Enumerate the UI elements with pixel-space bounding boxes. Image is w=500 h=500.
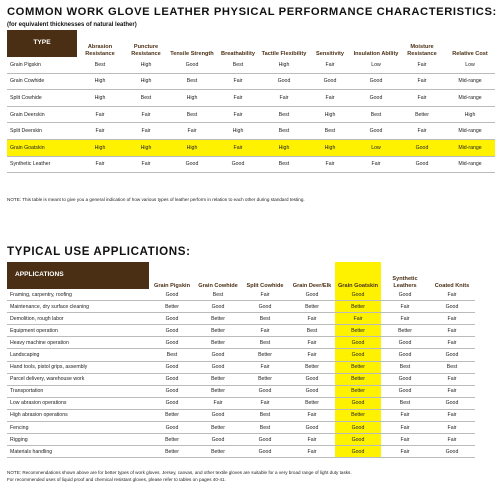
table-cell: Fair (381, 422, 429, 434)
table-cell: Fair (429, 434, 475, 446)
column-header-abrasion-resistance: Abrasion Resistance (85, 44, 115, 57)
table-cell: High (123, 57, 169, 73)
table-cell: Low (353, 139, 399, 156)
table-cell: Better (335, 385, 381, 397)
table-cell: Fair (241, 361, 289, 373)
table-cell: Best (429, 361, 475, 373)
table-cell: Better (335, 301, 381, 313)
table-cell: Better (381, 325, 429, 337)
row-label: Rigging (7, 434, 149, 446)
column-header-moisture-resistance: Moisture Resistance (407, 44, 437, 57)
table-cell: Better (195, 325, 241, 337)
table-cell: Good (149, 313, 195, 325)
table-cell: Fair (353, 156, 399, 173)
table-cell: Best (381, 361, 429, 373)
table-cell: Best (169, 73, 215, 90)
table-cell: Best (381, 397, 429, 409)
table-cell: Good (429, 397, 475, 409)
row-label: Parcel delivery, warehouse work (7, 373, 149, 385)
table-cell: Mid-range (445, 73, 495, 90)
table-cell: Good (149, 361, 195, 373)
table-cell: Better (241, 373, 289, 385)
table-cell: Fair (399, 123, 445, 140)
row-label: Low abrasion operations (7, 397, 149, 409)
column-header-relative-cost: Relative Cost (452, 50, 488, 57)
column-header-synthetic-leathers: Synthetic Leathers (392, 276, 418, 289)
table-cell: Good (353, 73, 399, 90)
table-cell: Best (353, 106, 399, 123)
table-cell: Mid-range (445, 156, 495, 173)
table-cell: Fair (123, 123, 169, 140)
row-label: Fencing (7, 422, 149, 434)
table-cell: Fair (307, 57, 353, 73)
table-cell: Fair (215, 90, 261, 107)
table-cell: Best (195, 289, 241, 301)
column-header-breathability: Breathability (221, 50, 255, 57)
table-row (7, 349, 475, 361)
table-cell: Best (241, 409, 289, 421)
table-cell: Fair (335, 313, 381, 325)
table-cell: Best (307, 123, 353, 140)
table-row (7, 313, 475, 325)
row-label: High abrasion operations (7, 409, 149, 421)
table-cell: Fair (169, 123, 215, 140)
row-label: Grain Deerskin (7, 106, 77, 123)
table-cell: Fair (399, 73, 445, 90)
table-cell: Fair (241, 397, 289, 409)
table-cell: Fair (429, 409, 475, 421)
table-cell: Better (335, 325, 381, 337)
table-cell: Low (445, 57, 495, 73)
table-cell: Fair (77, 106, 123, 123)
table-cell: Fair (261, 90, 307, 107)
table-cell: High (77, 139, 123, 156)
table-cell: Fair (429, 325, 475, 337)
table-cell: High (77, 73, 123, 90)
table-cell: Fair (381, 434, 429, 446)
table-cell: Fair (429, 373, 475, 385)
table-row (7, 106, 495, 123)
row-label: Demolition, rough labor (7, 313, 149, 325)
table-cell: Fair (215, 73, 261, 90)
table-cell: Fair (381, 301, 429, 313)
row-label: Heavy machine operation (7, 337, 149, 349)
table-cell: Good (335, 422, 381, 434)
table-cell: Good (169, 156, 215, 173)
column-header-coated-knits: Coated Knits (434, 282, 470, 289)
table-cell: Good (289, 422, 335, 434)
row-label: Equipment operation (7, 325, 149, 337)
table-cell: Best (261, 156, 307, 173)
table-cell: Good (399, 156, 445, 173)
table-cell: Good (195, 434, 241, 446)
row-label: Grain Cowhide (7, 73, 77, 90)
table-cell: Fair (289, 349, 335, 361)
table-cell: Fair (123, 156, 169, 173)
table-row (7, 361, 475, 373)
row-label: Landscaping (7, 349, 149, 361)
table-cell: Fair (195, 397, 241, 409)
table-cell: Good (429, 446, 475, 458)
row-label: Materials handling (7, 446, 149, 458)
table-row (7, 139, 495, 156)
table-cell: Good (289, 289, 335, 301)
row-label: Grain Goatskin (7, 139, 77, 156)
table-cell: Mid-range (445, 90, 495, 107)
section2-note-line-1: NOTE: Recommendations shown above are for better types of work gloves. Jersey, canvas, and other textile gloves are suitable for a very broad range of light duty tasks. (7, 470, 352, 475)
table-cell: Good (241, 301, 289, 313)
table-cell: Better (241, 349, 289, 361)
table-cell: Low (353, 57, 399, 73)
column-header-grain-pigskin: Grain Pigskin (153, 282, 191, 289)
table-cell: Good (149, 289, 195, 301)
table-cell: Good (381, 385, 429, 397)
table-cell: Fair (307, 156, 353, 173)
table-cell: Fair (289, 313, 335, 325)
column-header-insulation-ability: Insulation Ability (353, 50, 399, 57)
table-cell: Fair (215, 106, 261, 123)
table-cell: Best (241, 422, 289, 434)
column-header-tactile-flexibility: Tactile Flexibility (261, 50, 307, 57)
row-label: Split Cowhide (7, 90, 77, 107)
table-cell: Good (195, 301, 241, 313)
table-cell: Fair (289, 446, 335, 458)
section1-title: COMMON WORK GLOVE LEATHER PHYSICAL PERFORMANCE CHARACTERISTICS: (7, 6, 497, 18)
table-cell: Good (429, 301, 475, 313)
table-cell: Best (289, 325, 335, 337)
table-cell: Best (261, 106, 307, 123)
table-row (7, 73, 495, 90)
table-cell: Fair (429, 337, 475, 349)
table-cell: Good (169, 57, 215, 73)
table-cell: Good (289, 385, 335, 397)
section2-title: TYPICAL USE APPLICATIONS: (7, 245, 191, 258)
table-cell: Good (195, 361, 241, 373)
table-cell: Better (335, 373, 381, 385)
column-header-grain-deer-elk: Grain Deer/Elk (292, 282, 332, 289)
table-cell: Good (335, 289, 381, 301)
table-row (7, 373, 475, 385)
table-cell: Good (149, 422, 195, 434)
table-cell: Fair (289, 409, 335, 421)
table-cell: Best (169, 106, 215, 123)
table-cell: Fair (123, 106, 169, 123)
table-cell: Good (381, 373, 429, 385)
table-cell: Mid-range (445, 139, 495, 156)
table-cell: Good (381, 289, 429, 301)
table-cell: Better (289, 301, 335, 313)
table-cell: Good (353, 90, 399, 107)
table-cell: Fair (429, 313, 475, 325)
table-row (7, 325, 475, 337)
table-cell: Better (149, 434, 195, 446)
table-row (7, 409, 475, 421)
column-header-tensile-strength: Tensile Strength (170, 50, 214, 57)
table-cell: Good (149, 373, 195, 385)
table-cell: Fair (399, 90, 445, 107)
table-cell: Best (77, 57, 123, 73)
table-cell: Best (241, 313, 289, 325)
table-cell: Better (399, 106, 445, 123)
table-cell: Fair (289, 337, 335, 349)
table-cell: Good (261, 73, 307, 90)
table-cell: Fair (241, 325, 289, 337)
column-header-grain-goatskin: Grain Goatskin (335, 262, 381, 289)
table-cell: Better (195, 313, 241, 325)
table-cell: Better (195, 422, 241, 434)
column-header-grain-cowhide: Grain Cowhide (198, 282, 238, 289)
table-row (7, 301, 475, 313)
applications-table (7, 262, 475, 458)
table-cell: High (307, 139, 353, 156)
table-cell: Good (149, 397, 195, 409)
table-cell: High (261, 57, 307, 73)
table-cell: Fair (381, 313, 429, 325)
section1-note: NOTE: This table is meant to give you a general indication of how various types of leather perform in relation to each other during standard testing. (7, 197, 305, 202)
table-row (7, 385, 475, 397)
table-cell: Better (149, 301, 195, 313)
table-cell: Good (335, 434, 381, 446)
table-cell: Best (149, 349, 195, 361)
table-cell: Fair (289, 434, 335, 446)
section1-subtitle: (for equivalent thicknesses of natural leather) (7, 22, 137, 28)
table-cell: Fair (381, 446, 429, 458)
table-cell: Best (261, 123, 307, 140)
table-cell: Best (215, 57, 261, 73)
table-cell: High (123, 73, 169, 90)
table-cell: Good (241, 434, 289, 446)
table-cell: Good (399, 139, 445, 156)
column-header-sensitivity: Sensitivity (316, 50, 344, 57)
table-cell: Good (335, 349, 381, 361)
row-label: Split Deerskin (7, 123, 77, 140)
table-cell: Good (381, 337, 429, 349)
table-cell: Good (241, 446, 289, 458)
table-cell: Best (241, 337, 289, 349)
table-cell: High (169, 90, 215, 107)
table-cell: Better (335, 361, 381, 373)
row-label: Transportation (7, 385, 149, 397)
table-cell: Good (335, 337, 381, 349)
table-cell: Fair (381, 409, 429, 421)
table-cell: High (123, 139, 169, 156)
table-cell: Fair (307, 90, 353, 107)
table-cell: Good (149, 337, 195, 349)
table-cell: Fair (399, 57, 445, 73)
table-cell: Better (195, 337, 241, 349)
row-label: Hand tools, pistol grips, assembly (7, 361, 149, 373)
table-cell: Good (195, 409, 241, 421)
table-cell: Better (289, 397, 335, 409)
table-cell: Good (335, 446, 381, 458)
table-cell: Better (149, 409, 195, 421)
table-cell: Better (289, 361, 335, 373)
table-row (7, 446, 475, 458)
table-cell: Good (289, 373, 335, 385)
table-row (7, 289, 475, 301)
table-cell: Better (195, 385, 241, 397)
table-cell: Fair (429, 289, 475, 301)
table-cell: Good (429, 349, 475, 361)
table-cell: Fair (215, 139, 261, 156)
table-cell: Best (123, 90, 169, 107)
section2-note-line-2: For recommended uses of liquid proof and chemical resistant gloves, please refer to tables on pages 40-41. (7, 477, 226, 482)
table-cell: Good (215, 156, 261, 173)
table-cell: Better (149, 446, 195, 458)
table-cell: Fair (77, 123, 123, 140)
table-cell: Good (149, 385, 195, 397)
table-cell: Better (335, 409, 381, 421)
table-cell: High (77, 90, 123, 107)
table-row (7, 434, 475, 446)
table-cell: Good (353, 123, 399, 140)
type-column-header: TYPE (7, 30, 77, 57)
table-cell: Better (195, 373, 241, 385)
table-cell: Fair (241, 289, 289, 301)
applications-column-header: APPLICATIONS (7, 262, 149, 289)
performance-table (7, 30, 495, 173)
table-cell: High (307, 106, 353, 123)
column-header-split-cowhide: Split Cowhide (246, 282, 284, 289)
table-row (7, 90, 495, 107)
table-cell: Good (381, 349, 429, 361)
table-row (7, 123, 495, 140)
table-cell: Good (335, 397, 381, 409)
table-cell: Fair (429, 385, 475, 397)
column-header-puncture-resistance: Puncture Resistance (131, 44, 161, 57)
table-cell: Good (149, 325, 195, 337)
table-cell: Mid-range (445, 123, 495, 140)
table-cell: High (215, 123, 261, 140)
row-label: Maintenance, dry surface cleaning (7, 301, 149, 313)
table-row (7, 337, 475, 349)
table-row (7, 156, 495, 173)
table-cell: High (445, 106, 495, 123)
table-cell: Better (195, 446, 241, 458)
table-cell: High (169, 139, 215, 156)
table-row (7, 422, 475, 434)
table-row (7, 397, 475, 409)
row-label: Synthetic Leather (7, 156, 77, 173)
table-cell: Fair (429, 422, 475, 434)
table-cell: Fair (77, 156, 123, 173)
row-label: Framing, carpentry, roofing (7, 289, 149, 301)
table-cell: Good (241, 385, 289, 397)
table-cell: Good (307, 73, 353, 90)
table-cell: High (261, 139, 307, 156)
row-label: Grain Pigskin (7, 57, 77, 73)
table-cell: Good (195, 349, 241, 361)
table-row (7, 57, 495, 73)
